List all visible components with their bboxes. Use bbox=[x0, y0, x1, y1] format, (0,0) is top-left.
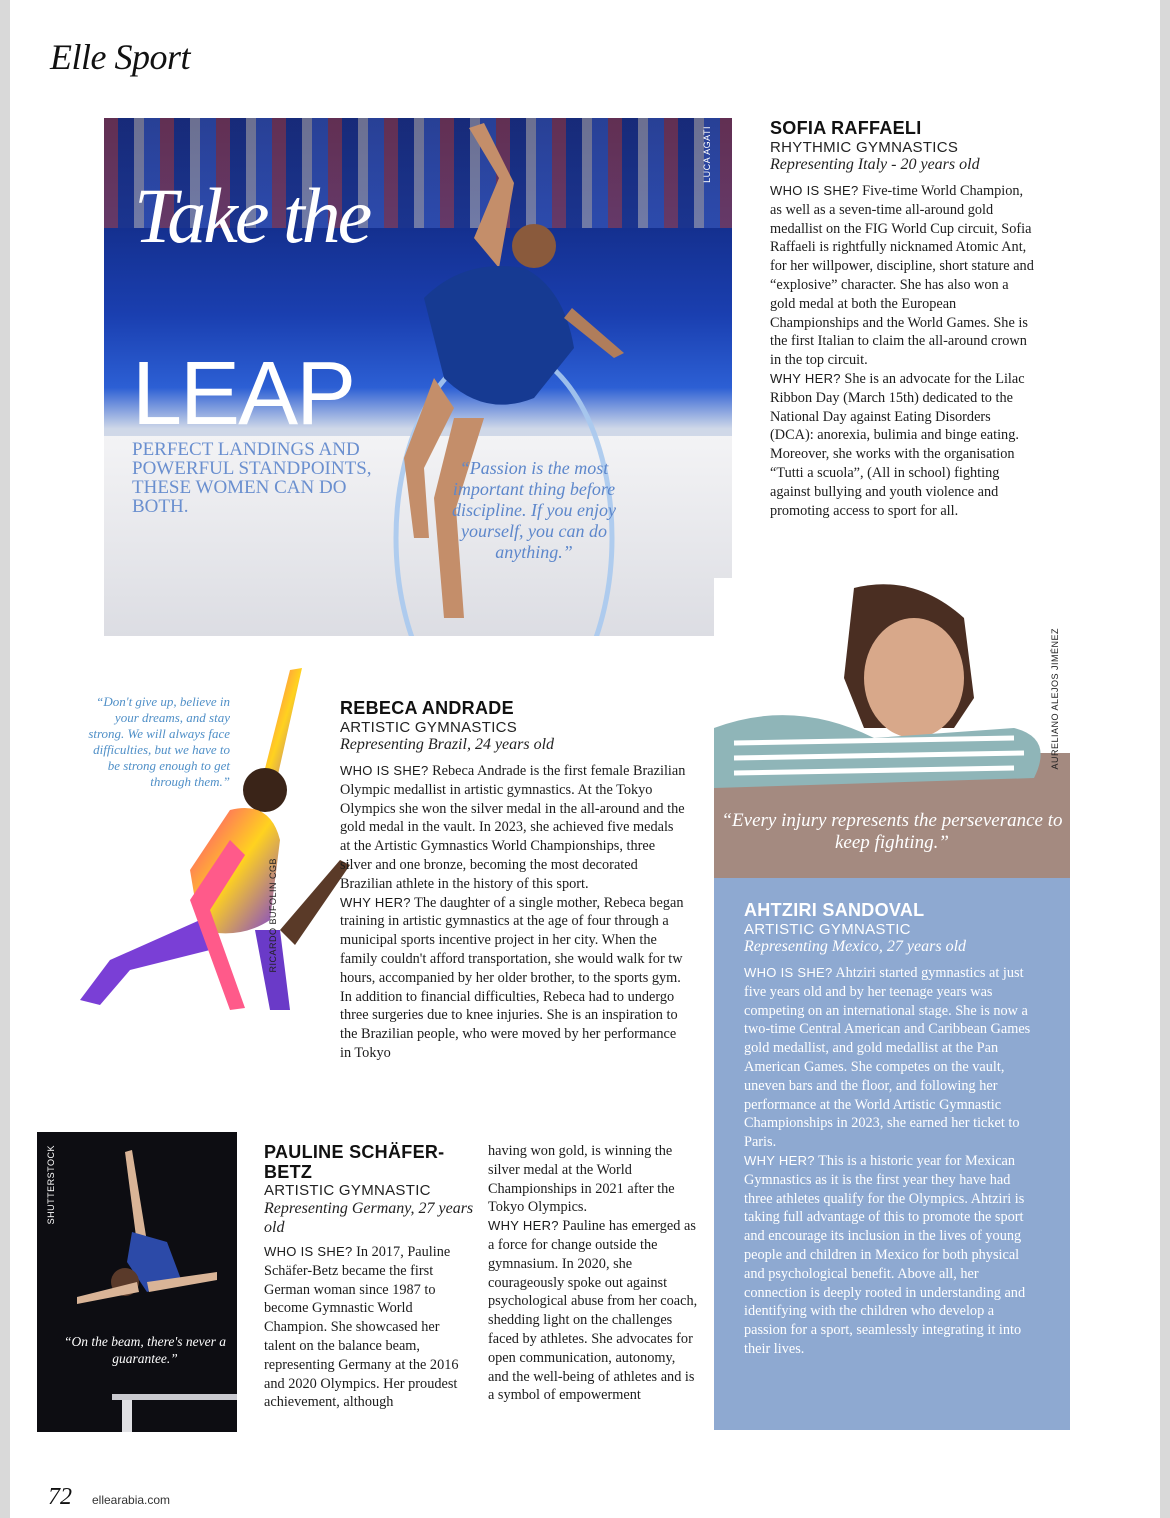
who-text: In 2017, Pauline Schäfer-Betz became the first German woman since 1987 to become Gymnastic World Champion. She showcased her talent on the balance beam, representing Germany at the 2016 and 2020 Olympics. Her proudest achievement, although bbox=[264, 1244, 459, 1411]
hero-title: Take the bbox=[134, 172, 370, 259]
page-number: 72 bbox=[48, 1484, 72, 1510]
who-paragraph-continued: having won gold, is winning the silver medal at the World Championships in 2021 after the Tokyo Olympics. bbox=[488, 1143, 675, 1216]
athlete-sport: ARTISTIC GYMNASTICS bbox=[340, 719, 518, 736]
rebeca-photo-credit: RICARDO BUFOLIN CGB bbox=[268, 858, 278, 973]
why-label: WHY HER? bbox=[770, 370, 841, 386]
who-text: Rebeca Andrade is the first female Brazilian Olympic medallist in artistic gymnastics. At the Tokyo Olympics she won the silver medal in the all-around and the gold medal in the vault. In 2023, she achieved five medals at the Artistic Gymnastics World Championships, three silver and one bronze, becoming the most decorated Brazilian athlete in the history of this sport. bbox=[340, 763, 686, 892]
why-paragraph bbox=[488, 1217, 698, 1405]
who-label: WHO IS SHE? bbox=[744, 965, 833, 980]
who-paragraph bbox=[744, 964, 1034, 1152]
why-label: WHY HER? bbox=[340, 894, 411, 910]
pauline-quote: “On the beam, there's never a guarantee.” bbox=[63, 1334, 227, 1366]
hero-photo bbox=[104, 118, 732, 636]
athlete-sport: ARTISTIC GYMNASTIC bbox=[264, 1182, 431, 1199]
why-text: This is a historic year for Mexican Gymnastics as it is the first year they have had three athletes qualify for the Olympics. Ahtziri is taking full advantage of this to promote the sport and encourage its inclusion in the lives of young people and children in Mexico for both physical and psychological benefit. Above all, her connection is deeply rooted in understanding and identifying with the children who develop a passion for a sport, seamlessly integrating it into their lives. bbox=[744, 1152, 1026, 1357]
who-label: WHO IS SHE? bbox=[340, 763, 429, 778]
pauline-profile-continued bbox=[488, 1142, 698, 1405]
hero-title-leap: LEAP bbox=[132, 344, 355, 444]
why-paragraph bbox=[340, 894, 686, 1063]
who-paragraph bbox=[340, 762, 686, 894]
pauline-illustration bbox=[37, 1132, 237, 1432]
footer-website: ellearabia.com bbox=[92, 1493, 171, 1507]
why-label: WHY HER? bbox=[744, 1152, 815, 1168]
pauline-photo bbox=[37, 1132, 237, 1432]
why-paragraph bbox=[744, 1152, 1034, 1359]
athlete-representing: Representing Mexico, 27 years old bbox=[744, 938, 967, 955]
why-text: The daughter of a single mother, Rebeca began training in artistic gymnastics at the age of four through a municipal sports incentive project in her city. When the family couldn't afford transportation, she would walk for tw hours, accompanied by her older brother, to the sports gym. In addition to financial difficulties, Rebeca had to undergo three surgeries due to knee injuries. She is an inspiration to the Brazilian people, who were moved by her performance in Tokyo bbox=[340, 894, 684, 1061]
who-paragraph bbox=[264, 1243, 474, 1412]
rebeca-profile bbox=[340, 698, 686, 1063]
athlete-name: PAULINE SCHÄFER-BETZ bbox=[264, 1142, 445, 1182]
ahtziri-photo-credit: AURELIANO ALEJOS JIMÉNEZ bbox=[1050, 628, 1060, 770]
sofia-profile bbox=[770, 118, 1034, 520]
why-text: Pauline has emerged as a force for change outside the gymnasium. In 2020, she courageously spoke out against psychological abuse from her coach, shedding light on the challenges faced by athletes. She advocates for open communication, autonomy, and the well-being of athletes and is a symbol of empowerment bbox=[488, 1218, 698, 1404]
why-text: She is an advocate for the Lilac Ribbon Day (March 15th) dedicated to the National Day against Eating Disorders (DCA): anorexia, bulimia and binge eating. Moreover, she works with the organisation “Tutti a scuola”, (All in school) fighting against bullying and youth violence and promoting access to sport for all. bbox=[770, 370, 1025, 519]
magazine-page bbox=[10, 0, 1160, 1518]
who-label: WHO IS SHE? bbox=[264, 1244, 353, 1259]
athlete-name: AHTZIRI SANDOVAL bbox=[744, 900, 925, 920]
who-text: Five-time World Champion, as well as a seven-time all-around gold medallist on the FIG World Cup circuit, Sofia Raffaeli is rightfully nicknamed Atomic Ant, for her willpower, discipline, short stature and “explosive” character. She has also won a gold medal at both the European Championships and the World Games. She is the first Italian to claim the all-around crown in the top circuit. bbox=[770, 183, 1034, 369]
athlete-sport: ARTISTIC GYMNASTIC bbox=[744, 921, 911, 938]
ahtziri-quote: “Every injury represents the perseverance to keep fighting.” bbox=[721, 810, 1063, 853]
athlete-name: SOFIA RAFFAELI bbox=[770, 118, 922, 138]
why-paragraph bbox=[770, 370, 1034, 520]
section-label: Elle Sport bbox=[50, 37, 190, 77]
sofia-quote: “Passion is the most important thing before discipline. If you enjoy yourself, you can do anything.” bbox=[452, 458, 616, 562]
ahtziri-profile bbox=[744, 900, 1034, 1359]
why-label: WHY HER? bbox=[488, 1218, 559, 1234]
pauline-photo-credit: SHUTTERSTOCK bbox=[46, 1145, 56, 1225]
hero-standfirst: PERFECT LANDINGS AND POWERFUL STANDPOINTS, THESE WOMEN CAN DO BOTH. bbox=[132, 439, 372, 517]
athlete-representing: Representing Brazil, 24 years old bbox=[340, 736, 555, 753]
athlete-representing: Representing Italy - 20 years old bbox=[770, 156, 980, 173]
athlete-sport: RHYTHMIC GYMNASTICS bbox=[770, 139, 959, 156]
who-text: Ahtziri started gymnastics at just five years old and by her teenage years was competing on an international stage. She is now a two-time Central American and Caribbean Games gold medallist, and gold medallist at the Pan American Games. She competes on the vault, uneven bars and the floor, and following her performance at the World Artistic Gymnastic Championships in 2023, she earned her ticket to Paris. bbox=[744, 965, 1031, 1151]
athlete-representing: Representing Germany, 27 years old bbox=[264, 1200, 474, 1236]
pauline-profile bbox=[264, 1142, 474, 1412]
who-paragraph bbox=[770, 182, 1034, 370]
rebeca-quote: “Don't give up, believe in your dreams, and stay strong. We will always face difficulties, but we have to be strong enough to get through them.” bbox=[88, 694, 230, 789]
who-label: WHO IS SHE? bbox=[770, 183, 859, 198]
hero-photo-credit: LUCA AGATI bbox=[702, 126, 712, 183]
athlete-name: REBECA ANDRADE bbox=[340, 698, 514, 718]
